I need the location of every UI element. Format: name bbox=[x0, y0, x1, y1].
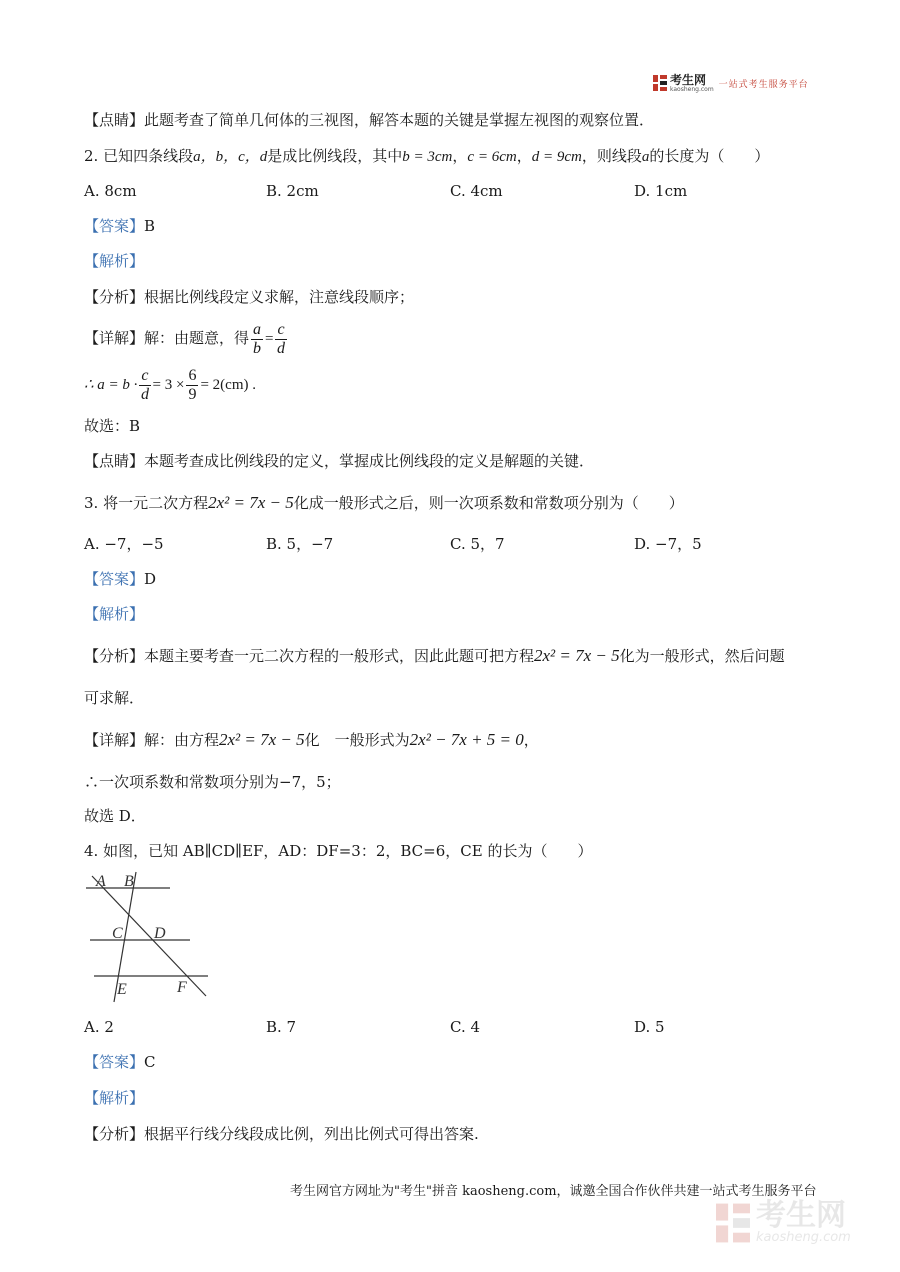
q2-option-b: B. 2cm bbox=[266, 182, 319, 200]
q3-analysis-tag: 【解析】 bbox=[84, 605, 145, 623]
q2-option-a: A. 8cm bbox=[84, 182, 137, 200]
q2-calculation: ∴ a = b · $\frac{c}{d}$ = 3 × $\frac{6}{9}$ = 2(cm) . bbox=[84, 366, 256, 403]
q3-option-a: A. −7，−5 bbox=[84, 535, 164, 553]
q3-therefore: ∴一次项系数和常数项分别为−7，5； bbox=[84, 773, 341, 791]
q3-stem: 3. 将一元二次方程2x² = 7x − 5化成一般形式之后，则一次项系数和常数项分别为（ ） bbox=[84, 493, 684, 512]
label-b: B bbox=[124, 873, 134, 890]
q3-answer: 【答案】D bbox=[84, 570, 157, 588]
watermark bbox=[716, 1198, 851, 1245]
q4-option-b: B. 7 bbox=[266, 1018, 297, 1036]
q1-dianjing: 【点睛】此题考查了简单几何体的三视图，解答本题的关键是掌握左视图的观察位置． bbox=[84, 111, 655, 129]
q2-xiangjie: 【详解】解：由题意，得 $\frac{a}{b}$ = $\frac{c}{d}$ bbox=[84, 320, 286, 357]
fraction-c-over-d-2: $\frac{c}{d}$ bbox=[140, 366, 149, 403]
q4-figure bbox=[84, 866, 210, 1006]
logo-slogan: 一站式考生服务平台 bbox=[718, 79, 809, 90]
label-a: A bbox=[96, 873, 106, 890]
label-e: E bbox=[117, 981, 127, 998]
q4-option-c: C. 4 bbox=[450, 1018, 481, 1036]
label-f: F bbox=[177, 979, 187, 996]
footer-text: 考生网官方网址为"考生"拼音 kaosheng.com，诚邀全国合作伙伴共建一站式考生服务平台 bbox=[290, 1184, 817, 1199]
watermark-domain: kaosheng.com bbox=[756, 1230, 851, 1245]
q2-stem: 2. 已知四条线段a，b，c，d是成比例线段，其中b = 3cm，c = 6cm，d = 9cm，则线段a的长度为（ ） bbox=[84, 147, 770, 165]
label-c: C bbox=[112, 925, 123, 942]
logo-icon bbox=[653, 75, 667, 91]
watermark-name: 考生网 bbox=[756, 1198, 846, 1233]
fraction-c-over-d: $\frac{c}{d}$ bbox=[277, 320, 286, 357]
q4-answer: 【答案】C bbox=[84, 1053, 156, 1071]
q3-option-d: D. −7，5 bbox=[634, 535, 702, 553]
fraction-a-over-b: $\frac{a}{b}$ bbox=[253, 320, 262, 357]
q3-fenxi-cont: 可求解． bbox=[84, 689, 145, 707]
q2-fenxi: 【分析】根据比例线段定义求解，注意线段顺序； bbox=[84, 288, 415, 306]
site-logo bbox=[653, 72, 809, 94]
q4-analysis-tag: 【解析】 bbox=[84, 1089, 145, 1107]
q2-answer: 【答案】B bbox=[84, 217, 156, 235]
logo-domain: kaosheng.com bbox=[670, 85, 714, 93]
q3-fenxi: 【分析】本题主要考查一元二次方程的一般形式，因此此题可把方程2x² = 7x − 5化为一般形式，然后问题 bbox=[84, 646, 785, 665]
q3-guxuan: 故选 D． bbox=[84, 807, 146, 825]
q4-fenxi: 【分析】根据平行线分线段成比例，列出比例式可得出答案. bbox=[84, 1125, 479, 1143]
q4-stem: 4. 如图，已知 AB∥CD∥EF，AD：DF=3：2，BC=6，CE 的长为（ ） bbox=[84, 842, 593, 860]
q4-option-a: A. 2 bbox=[84, 1018, 114, 1036]
q3-option-b: B. 5，−7 bbox=[266, 535, 334, 553]
label-d: D bbox=[154, 925, 166, 942]
q3-option-c: C. 5，7 bbox=[450, 535, 505, 553]
q2-dianjing: 【点睛】本题考查成比例线段的定义，掌握成比例线段的定义是解题的关键． bbox=[84, 452, 595, 470]
q3-xiangjie: 【详解】解：由方程2x² = 7x − 5化 一般形式为2x² − 7x + 5 = 0， bbox=[84, 730, 539, 749]
transversal-adf bbox=[92, 876, 206, 996]
logo-name: 考生网 bbox=[670, 72, 707, 87]
q2-option-d: D. 1cm bbox=[634, 182, 688, 200]
watermark-logo-icon bbox=[716, 1203, 750, 1243]
q2-analysis-tag: 【解析】 bbox=[84, 252, 145, 270]
q2-guxuan: 故选：B bbox=[84, 417, 141, 435]
q2-option-c: C. 4cm bbox=[450, 182, 503, 200]
fraction-6-over-9: $\frac{6}{9}$ bbox=[188, 366, 197, 403]
q4-option-d: D. 5 bbox=[634, 1018, 665, 1036]
